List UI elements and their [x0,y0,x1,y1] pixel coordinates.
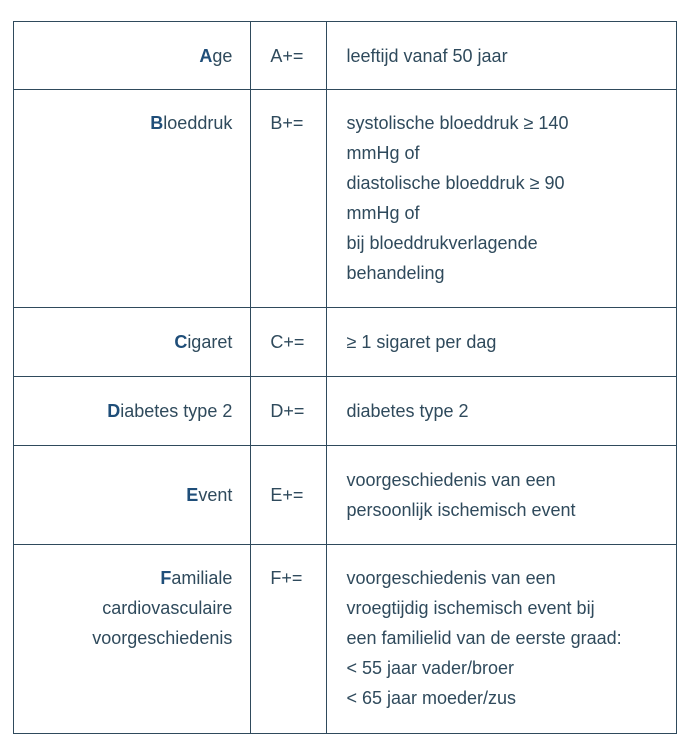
factor-initial: E [186,485,199,505]
description-cell [327,90,677,308]
risk-factor-table [13,21,677,734]
description-cell [327,377,677,446]
description-line: diabetes type 2 [346,401,469,421]
description-line: ≥ 1 sigaret per dag [346,332,497,352]
factor-initial: C [174,332,188,352]
table-row [14,545,677,734]
description-line: behandeling [346,263,445,283]
description-line: mmHg of [346,203,420,223]
description-cell [327,308,677,377]
factor-initial: A [199,45,213,66]
factor-initial: B [150,113,164,133]
factor-label: loeddruk [163,113,233,133]
description-line: systolische bloeddruk ≥ 140 [346,113,569,133]
factor-cell [14,545,251,734]
description-line: voorgeschiedenis van een [346,470,556,490]
code-cell: D+= [251,377,327,446]
description-line: bij bloeddrukverlagende [346,233,538,253]
code-cell: F+= [251,545,327,734]
factor-label-line: cardiovasculaire [102,598,233,618]
description-line: < 55 jaar vader/broer [346,658,515,678]
table-row [14,377,677,446]
description-cell [327,545,677,734]
factor-cell [14,377,251,446]
factor-initial: D [107,401,121,421]
factor-label: amiliale [171,568,233,588]
factor-cell [14,90,251,308]
description-line: een familielid van de eerste graad: [346,628,622,648]
factor-label: ge [212,45,233,66]
description-line: leeftijd vanaf 50 jaar [346,45,508,66]
description-line: voorgeschiedenis van een [346,568,556,588]
table-row [14,22,677,90]
factor-label: vent [198,485,233,505]
table-row [14,308,677,377]
description-cell [327,22,677,90]
factor-initial: F [160,568,172,588]
description-line: vroegtijdig ischemisch event bij [346,598,595,618]
code-cell: B+= [251,90,327,308]
description-line: persoonlijk ischemisch event [346,500,576,520]
factor-label-line: voorgeschiedenis [92,628,233,648]
table-row [14,446,677,545]
description-cell [327,446,677,545]
code-cell: A+= [251,22,327,90]
description-line: diastolische bloeddruk ≥ 90 [346,173,565,193]
factor-cell [14,446,251,545]
factor-label: igaret [187,332,233,352]
description-line: mmHg of [346,143,420,163]
factor-label: iabetes type 2 [120,401,233,421]
factor-cell [14,22,251,90]
table-row [14,90,677,308]
code-cell: C+= [251,308,327,377]
code-cell: E+= [251,446,327,545]
factor-cell [14,308,251,377]
description-line: < 65 jaar moeder/zus [346,688,517,708]
factor-label-line [24,563,232,593]
